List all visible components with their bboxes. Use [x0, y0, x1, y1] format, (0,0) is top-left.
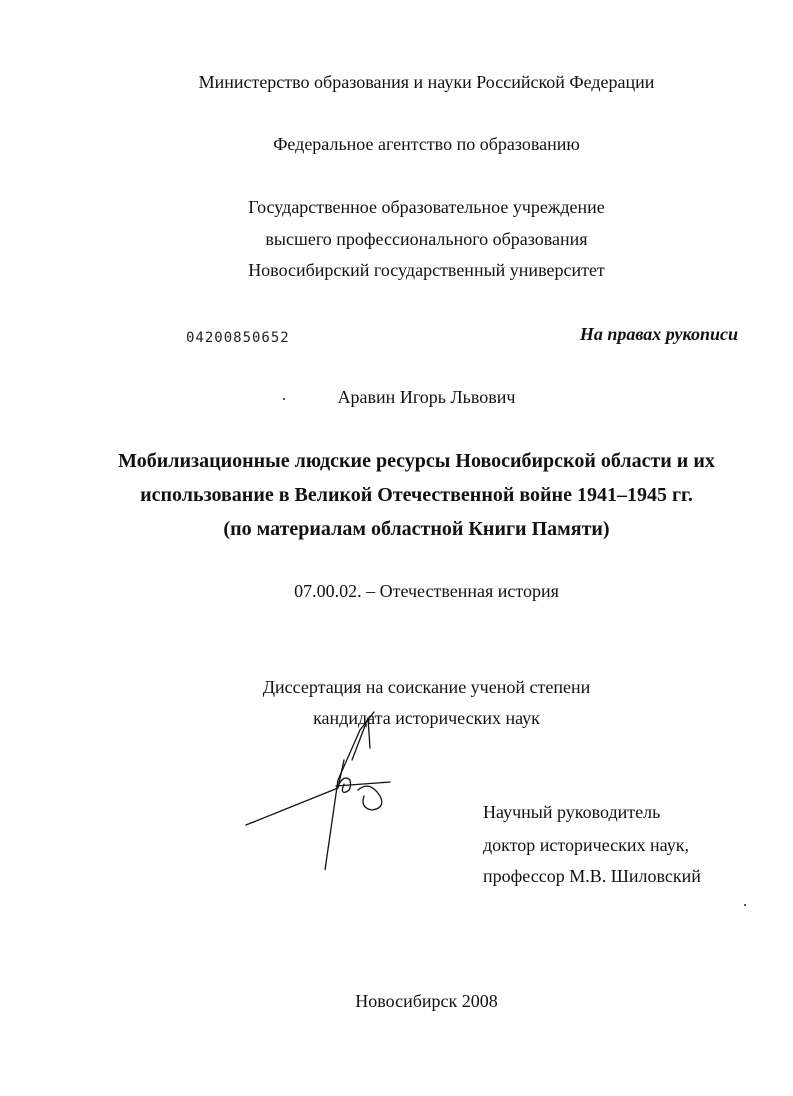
title-line-3: (по материалам областной Книги Памяти) [223, 518, 610, 540]
dissertation-line-2: кандидата исторических наук [313, 708, 540, 728]
institution-line-2: высшего профессионального образования [265, 229, 588, 249]
supervisor-line-3: профессор М.В. Шиловский [483, 866, 701, 886]
institution-line-3: Новосибирский государственный университет [248, 260, 605, 280]
signature-icon [240, 700, 400, 870]
title-line-1: Мобилизационные людские ресурсы Новосибирской области и их [118, 450, 715, 472]
author-name: Аравин Игорь Львович [337, 387, 516, 407]
specialty: 07.00.02. – Отечественная история [294, 581, 559, 601]
agency-heading: Федеральное агентство по образованию [273, 134, 580, 154]
dissertation-line-1: Диссертация на соискание ученой степени [262, 677, 591, 697]
manuscript-note: На правах рукописи [579, 324, 738, 344]
document-code: 04200850652 [186, 330, 290, 346]
supervisor-line-2: доктор исторических наук, [483, 835, 689, 855]
title-line-2: использование в Великой Отечественной войне 1941–1945 гг. [140, 484, 693, 506]
speck [744, 904, 746, 906]
supervisor-line-1: Научный руководитель [483, 802, 661, 822]
ministry-heading: Министерство образования и науки Российской Федерации [198, 72, 655, 92]
city-year: Новосибирск 2008 [355, 991, 498, 1011]
institution-line-1: Государственное образовательное учреждение [248, 197, 605, 217]
